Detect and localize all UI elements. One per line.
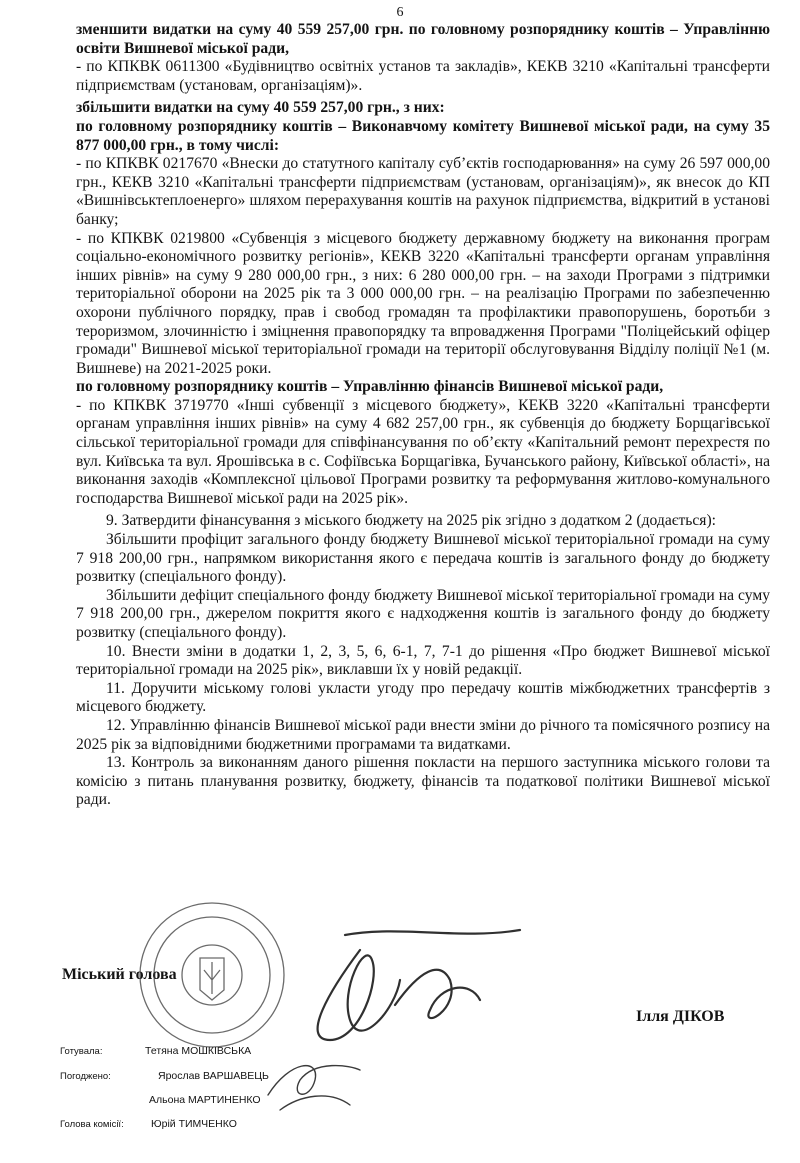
paragraph: 13. Контроль за виконанням даного рішення покласти на першого заступника міського голови та комісію з питань планування розвитку, бюджету, фінансів та податкової політики Вишневої міської ради. [76, 754, 770, 809]
paragraph: 9. Затвердити фінансування з міського бюджету на 2025 рік згідно з додатком 2 (додається): [106, 512, 716, 530]
agreed-label: Погоджено: [60, 1071, 111, 1082]
agreed-name-1: Ярослав ВАРШАВЕЦЬ [158, 1070, 269, 1082]
paragraph: 10. Внести зміни в додатки 1, 2, 3, 5, 6, 6-1, 7, 7-1 до рішення «Про бюджет Вишневої міської територіальної громади на 2025 рік», виклавши їх у новій редакції. [76, 642, 770, 679]
paragraph: зменшити видатки на суму 40 559 257,00 грн. по головному розпоряднику коштів – Управлінню освіти Вишневої міської ради, [76, 21, 770, 57]
commission-label: Голова комісії: [60, 1119, 124, 1130]
mayor-name: Ілля ДІКОВ [636, 1008, 725, 1025]
paragraph: - по КПКВК 3719770 «Інші субвенції з місцевого бюджету», КЕКВ 3220 «Капітальні трансферти органам управління інших рівнів» на суму 4 682 257,00 грн., як субвенція до бюджету Борщагівської сільської територіальної громади для співфінансування по об’єкту «Капітальний ремонт перехрестя по вул. Київська та вул. Ярошівська в с. Софіївська Борщагівка, Бучанського району, Київської області», на виконання заходів «Комплексної цільової Програми розвитку та реформування житлово-комунального господарства Вишневої міської ради на 2025 рік». [76, 396, 770, 507]
official-seal [140, 903, 284, 1047]
paragraph: - по КПКВК 0219800 «Субвенція з місцевого бюджету державному бюджету на виконання програм соціально-економічного розвитку регіонів», КЕКВ 3220 «Капітальні трансферти органам управління інших рівнів» на суму 9 280 000,00 грн., з них: 6 280 000,00 грн. – на заходи Програми з підтримки територіальної оборони на 2025 рік та 3 000 000,00 грн. – на реалізацію Програми по забезпеченню охорони публічного порядку, прав і свобод громадян та профілактики правопорушень, боротьби з тероризмом, злочинністю і зміцнення правопорядку та впровадження Програми "Поліцейський офіцер громади" Вишневої міської територіальної громади на території обслуговування Відділу поліції №1 (м. Вишневе) на 2021-2025 роки. [76, 229, 770, 377]
paragraph: збільшити видатки на суму 40 559 257,00 грн., з них: [76, 99, 445, 117]
page-number: 6 [396, 5, 404, 20]
paragraph: Збільшити дефіцит спеціального фонду бюджету Вишневої міської територіальної громади на суму 7 918 200,00 грн., джерелом покриття якого є надходження коштів із загального фонду до бюджету розвитку (спеціального фонду). [76, 586, 770, 641]
paragraph: - по КПКВК 0611300 «Будівництво освітніх установ та закладів», КЕКВ 3210 «Капітальні трансферти підприємствам (установам, організаціям)». [76, 58, 770, 94]
commission-name: Юрій ТИМЧЕНКО [151, 1118, 237, 1130]
mayor-label: Міський голова [62, 966, 177, 983]
paragraph: Збільшити профіцит загального фонду бюджету Вишневої міської територіальної громади на суму 7 918 200,00 грн., напрямком використання якого є передача коштів із загального фонду до бюджету розвитку (спеціального фонду). [76, 531, 770, 586]
prepared-name: Тетяна МОШКІВСЬКА [145, 1045, 252, 1057]
agreed-name-2: Альона МАРТИНЕНКО [149, 1094, 261, 1106]
prepared-label: Готувала: [60, 1046, 103, 1057]
paragraph: - по КПКВК 0217670 «Внески до статутного капіталу суб’єктів господарювання» на суму 26 597 000,00 грн., КЕКВ 3210 «Капітальні трансферти підприємствам (установам, організаціям)», як внесок до КП «Вишнівськтеплоенерго» шляхом перерахування коштів на рахунок підприємства, відкритий в установі банку; [76, 155, 770, 228]
paragraph: 11. Доручити міському голові укласти угоду про передачу коштів міжбюджетних трансфертів з місцевого бюджету. [76, 679, 770, 716]
mayor-signature [318, 930, 520, 1040]
paragraph: 12. Управлінню фінансів Вишневої міської ради внести зміни до річного та помісячного розпису на 2025 рік за відповідними бюджетними програмами та видатками. [76, 716, 770, 753]
paragraph: по головному розпоряднику коштів – Управлінню фінансів Вишневої міської ради, [76, 378, 664, 396]
paragraph: по головному розпоряднику коштів – Виконавчому комітету Вишневої міської ради, на суму 35 877 000,00 грн., в тому числі: [76, 117, 770, 154]
approver-signature [268, 1066, 360, 1110]
